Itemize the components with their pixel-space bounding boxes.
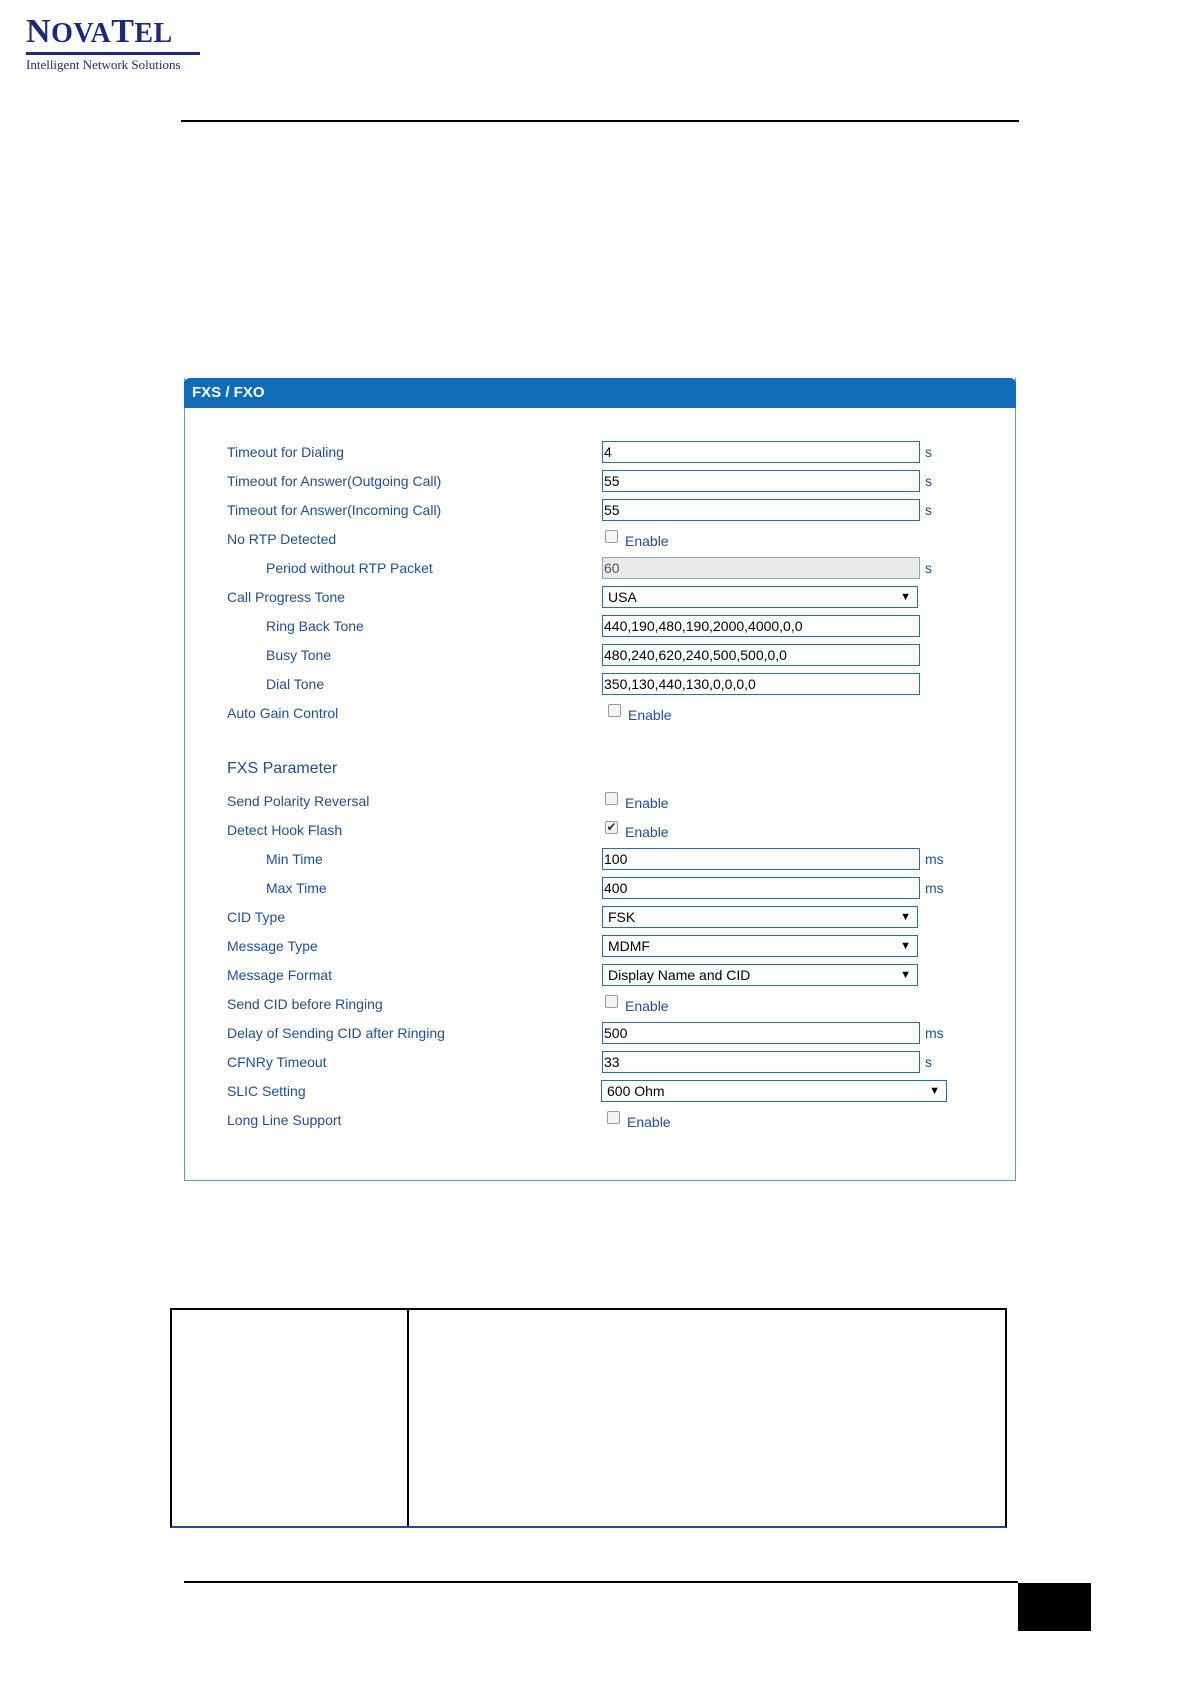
header-rule [181,120,1019,122]
label-busy-tone: Busy Tone [266,647,332,663]
delay-sending-cid-input[interactable]: 500 [602,1022,920,1044]
logo-underline [26,52,200,55]
label-min-time: Min Time [266,851,323,867]
detect-hook-flash-checkbox[interactable] [605,821,618,834]
send-cid-before-ringing-checkbox[interactable] [605,995,618,1008]
row-min-time [185,848,1015,872]
row-delay-sending-cid [185,1022,1015,1046]
check-icon: ✔ [606,820,617,834]
row-send-cid-before-ringing [185,993,1015,1017]
row-max-time [185,877,1015,901]
checkbox-enable-label: Enable [628,707,672,723]
label-send-cid-before-ringing: Send CID before Ringing [227,996,383,1012]
timeout-dialing-input[interactable]: 4 [602,441,920,463]
message-format-select[interactable] [602,964,918,986]
chevron-down-icon: ▼ [900,911,911,923]
table-column-divider [407,1310,409,1526]
checkbox-enable-label: Enable [625,824,669,840]
label-call-progress-tone: Call Progress Tone [227,589,346,605]
row-timeout-dialing [185,441,1015,465]
row-auto-gain-control [185,702,1015,726]
call-progress-tone-select[interactable] [602,586,918,608]
row-period-without-rtp [185,557,1015,581]
label-timeout-answer-incoming: Timeout for Answer(Incoming Call) [227,502,442,518]
row-cfnry-timeout [185,1051,1015,1075]
timeout-answer-incoming-input[interactable]: 55 [602,499,920,521]
panel-title: FXS / FXO [184,378,1016,408]
description-table [170,1308,1007,1528]
label-dial-tone: Dial Tone [266,676,325,692]
label-delay-sending-cid: Delay of Sending CID after Ringing [227,1025,445,1041]
row-send-polarity-reversal [185,790,1015,814]
label-detect-hook-flash: Detect Hook Flash [227,822,343,838]
busy-tone-input[interactable]: 480,240,620,240,500,500,0,0 [602,644,920,666]
dial-tone-input[interactable]: 350,130,440,130,0,0,0,0 [602,673,920,695]
select-value: USA [608,589,637,605]
unit-label: s [925,444,932,460]
select-value: FSK [608,909,636,925]
label-cfnry-timeout: CFNRy Timeout [227,1054,327,1070]
auto-gain-control-checkbox[interactable] [608,704,621,717]
row-message-format [185,964,1015,988]
row-ring-back-tone [185,615,1015,639]
select-value: Display Name and CID [608,967,751,983]
unit-label: s [925,560,932,576]
ring-back-tone-input[interactable]: 440,190,480,190,2000,4000,0,0 [602,615,920,637]
label-no-rtp-detected: No RTP Detected [227,531,337,547]
min-time-input[interactable]: 100 [602,848,920,870]
label-long-line-support: Long Line Support [227,1112,342,1128]
label-auto-gain-control: Auto Gain Control [227,705,339,721]
row-busy-tone [185,644,1015,668]
checkbox-enable-label: Enable [625,795,669,811]
label-slic-setting: SLIC Setting [227,1083,306,1099]
long-line-support-checkbox[interactable] [607,1111,620,1124]
unit-label: ms [925,851,944,867]
label-timeout-answer-outgoing: Timeout for Answer(Outgoing Call) [227,473,442,489]
unit-label: ms [925,1025,944,1041]
logo-tagline: Intelligent Network Solutions [26,57,181,72]
label-message-format: Message Format [227,967,333,983]
unit-label: ms [925,880,944,896]
chevron-down-icon: ▼ [929,1085,940,1097]
cid-type-select[interactable] [602,906,918,928]
label-send-polarity-reversal: Send Polarity Reversal [227,793,370,809]
label-timeout-dialing: Timeout for Dialing [227,444,344,460]
send-polarity-reversal-checkbox[interactable] [605,792,618,805]
chevron-down-icon: ▼ [900,591,911,603]
checkbox-enable-label: Enable [627,1114,671,1130]
checkbox-enable-label: Enable [625,998,669,1014]
label-period-without-rtp: Period without RTP Packet [266,560,433,576]
chevron-down-icon: ▼ [900,969,911,981]
max-time-input[interactable]: 400 [602,877,920,899]
message-type-select[interactable] [602,935,918,957]
label-message-type: Message Type [227,938,318,954]
row-timeout-answer-incoming [185,499,1015,523]
footer-rule [184,1581,1018,1583]
row-dial-tone [185,673,1015,697]
label-ring-back-tone: Ring Back Tone [266,618,364,634]
label-cid-type: CID Type [227,909,286,925]
label-max-time: Max Time [266,880,327,896]
row-detect-hook-flash [185,819,1015,843]
no-rtp-detected-checkbox[interactable] [605,530,618,543]
period-without-rtp-input: 60 [602,557,920,579]
unit-label: s [925,502,932,518]
cfnry-timeout-input[interactable]: 33 [602,1051,920,1073]
select-value: MDMF [608,938,650,954]
fxs-parameter-heading: FXS Parameter [227,760,338,777]
row-message-type [185,935,1015,959]
logo-brand: NOVATEL [26,13,173,50]
row-slic-setting [185,1080,1015,1104]
fxs-fxo-panel [184,378,1016,1181]
row-call-progress-tone [185,586,1015,610]
timeout-answer-outgoing-input[interactable]: 55 [602,470,920,492]
row-long-line-support [185,1109,1015,1133]
unit-label: s [925,1054,932,1070]
unit-label: s [925,473,932,489]
row-no-rtp-detected [185,528,1015,552]
chevron-down-icon: ▼ [900,940,911,952]
page-number-box [1018,1583,1091,1631]
checkbox-enable-label: Enable [625,533,669,549]
company-logo [26,14,200,73]
slic-setting-select[interactable] [601,1080,947,1102]
select-value: 600 Ohm [607,1083,665,1099]
row-timeout-answer-outgoing [185,470,1015,494]
row-cid-type [185,906,1015,930]
